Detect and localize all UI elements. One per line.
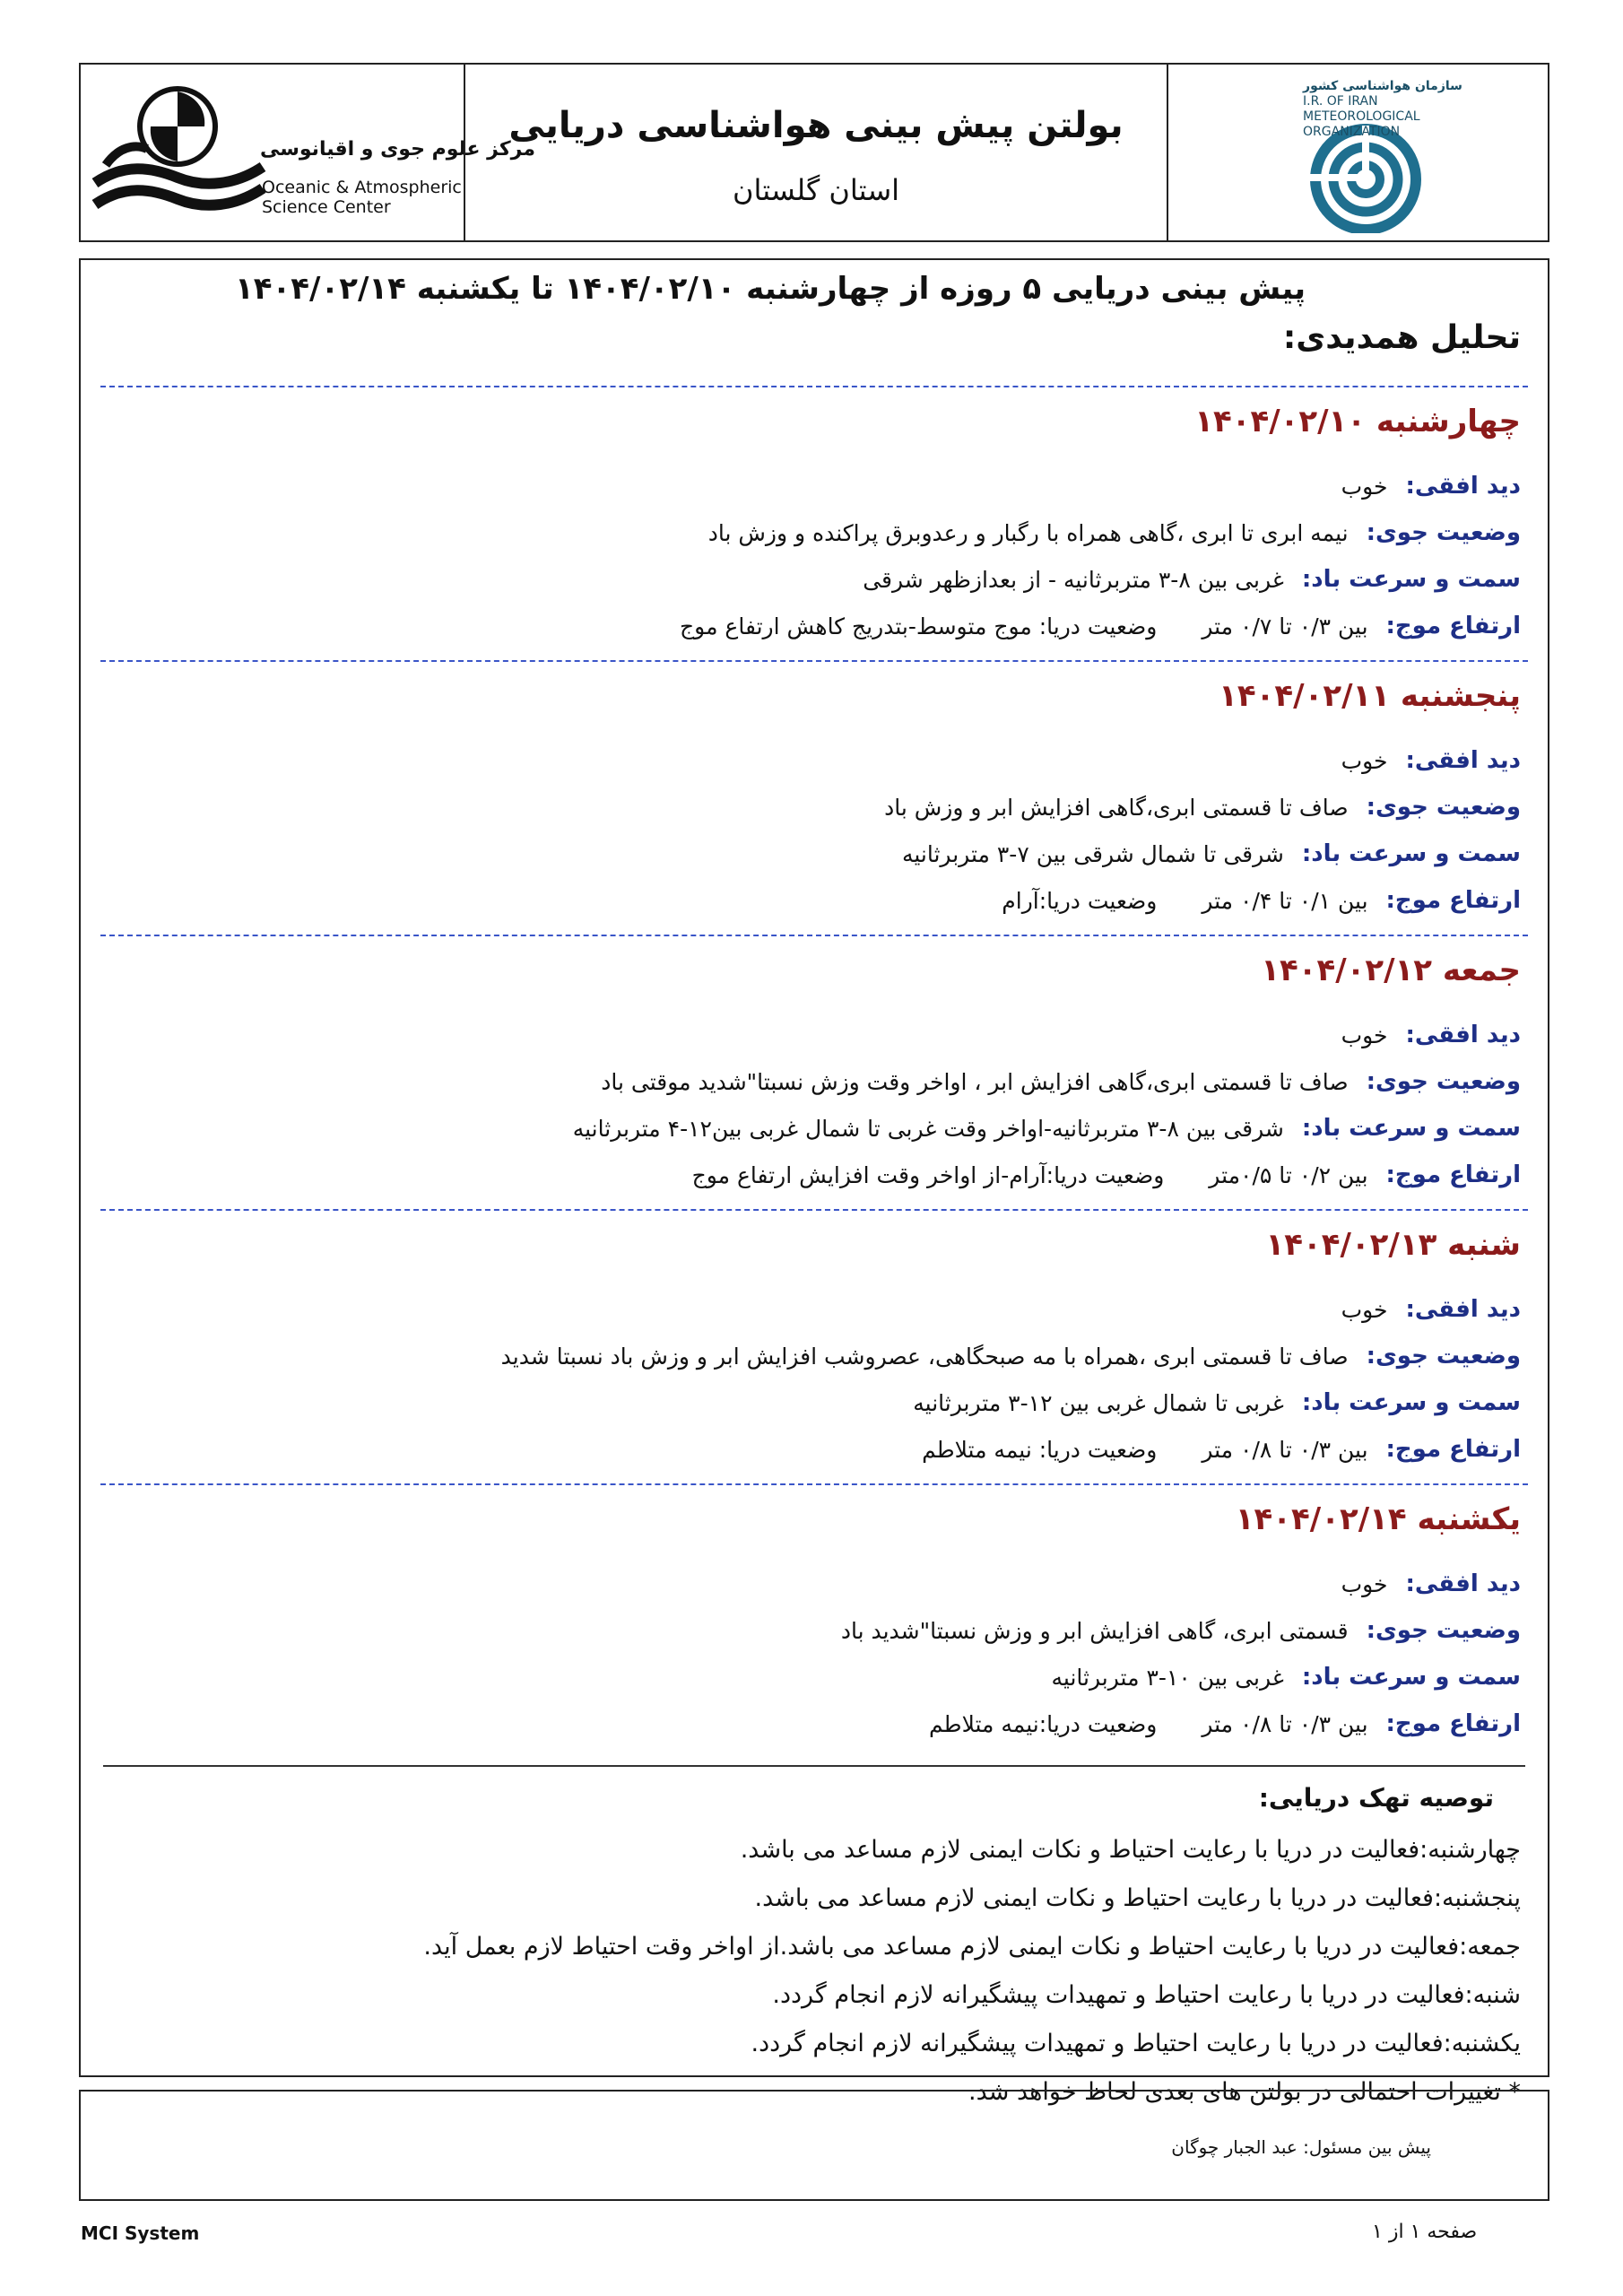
visibility-row: دید افقی: خوب: [1341, 1296, 1521, 1323]
synoptic-analysis-heading: تحلیل همدیدی:: [1282, 319, 1521, 356]
wave-row: ارتفاع موج: بین ۰/۲ تا ۰/۵متر وضعیت دریا:آرام-از اواخر وقت افزایش ارتفاع موج: [691, 1161, 1521, 1188]
oceanic-center-name-en: Oceanic & Atmospheric Science Center: [262, 178, 462, 217]
sea-state: وضعیت دریا: نیمه متلاطم: [922, 1436, 1158, 1463]
sea-state: وضعیت دریا:آرام-از اواخر وقت افزایش ارتفاع موج: [691, 1161, 1165, 1188]
sea-state: وضعیت دریا: موج متوسط-بتدریج کاهش ارتفاع موج: [680, 613, 1158, 639]
advice-item: پنجشنبه:فعالیت در دریا با رعایت احتیاط و نکات ایمنی لازم مساعد می باشد.: [754, 1884, 1521, 1912]
divider: [100, 935, 1528, 936]
page-number: صفحه ۱ از ۱: [1372, 2221, 1478, 2243]
advice-note: * تغییرات احتمالی در بولتن های بعدی لحاظ خواهد شد.: [968, 2078, 1521, 2106]
wind-row: سمت و سرعت باد: غربی بین ۸-۳ متربرثانیه - از بعدازظهر شرقی: [863, 566, 1521, 593]
bulletin-title: بولتن پیش بینی هواشناسی دریایی: [508, 105, 1124, 146]
sea-state: وضعیت دریا:آرام: [1002, 887, 1158, 914]
day-title: جمعه ۱۴۰۴/۰۲/۱۲: [1261, 952, 1521, 988]
forecast-body: [79, 258, 1549, 2106]
oceanic-center-name-fa: مرکز علوم جوی و اقیانوسی: [260, 138, 535, 161]
day-title: شنبه ۱۴۰۴/۰۲/۱۳: [1265, 1227, 1521, 1263]
visibility-row: دید افقی: خوب: [1341, 1022, 1521, 1048]
advice-item: جمعه:فعالیت در دریا با رعایت احتیاط و نکات ایمنی لازم مساعد می باشد.از اواخر وقت احتیاط لازم بعمل آید.: [423, 1933, 1521, 1961]
wave-row: ارتفاع موج: بین ۰/۱ تا ۰/۴ متر وضعیت دریا:آرام: [1002, 887, 1521, 914]
weather-row: وضعیت جوی: صاف تا قسمتی ابری،گاهی افزایش ابر ، اواخر وقت وزش نسبتا"شدید موقتی باد: [601, 1068, 1521, 1095]
wave-row: ارتفاع موج: بین ۰/۳ تا ۰/۸ متر وضعیت دریا:نیمه متلاطم: [929, 1710, 1521, 1737]
wind-row: سمت و سرعت باد: غربی بین ۱۰-۳ متربرثانیه: [1051, 1664, 1521, 1691]
wind-row: سمت و سرعت باد: شرقی تا شمال شرقی بین ۷-۳ متربرثانیه: [901, 840, 1521, 867]
wave-row: ارتفاع موج: بین ۰/۳ تا ۰/۸ متر وضعیت دریا: نیمه متلاطم: [922, 1436, 1521, 1463]
wind-row: سمت و سرعت باد: شرقی بین ۸-۳ متربرثانیه-اواخر وقت غربی تا شمال غربی بین۱۲-۴ متربرثانیه: [572, 1115, 1521, 1142]
advice-item: چهارشنبه:فعالیت در دریا با رعایت احتیاط و نکات ایمنی لازم مساعد می باشد.: [740, 1836, 1521, 1864]
advice-divider: [103, 1765, 1525, 1767]
day-title: پنجشنبه ۱۴۰۴/۰۲/۱۱: [1219, 678, 1521, 714]
visibility-row: دید افقی: خوب: [1341, 1570, 1521, 1597]
advice-item: یکشنبه:فعالیت در دریا با رعایت احتیاط و تمهیدات پیشگیرانه لازم انجام گردد.: [751, 2030, 1521, 2057]
weather-row: وضعیت جوی: قسمتی ابری، گاهی افزایش ابر و وزش نسبتا"شدید باد: [840, 1617, 1521, 1644]
wind-row: سمت و سرعت باد: غربی تا شمال غربی بین ۱۲-۳ متربرثانیه: [913, 1389, 1521, 1416]
divider: [100, 1483, 1528, 1485]
responsible-forecaster: پیش بین مسئول: عبد الجبار چوگان: [1171, 2136, 1431, 2158]
irimo-logo-block: [1167, 65, 1548, 240]
forecast-day: [108, 1492, 1521, 1747]
system-name: MCI System: [81, 2222, 200, 2244]
bulletin-header: [79, 63, 1549, 242]
advice-title: توصیه تهک دریایی:: [1258, 1783, 1494, 1813]
divider: [100, 660, 1528, 662]
footer-box: [79, 2090, 1549, 2201]
forecast-heading: پیش بینی دریایی ۵ روزه از چهارشنبه ۱۴۰۴/۰۲/۱۰ تا یکشنبه ۱۴۰۴/۰۲/۱۴: [235, 271, 1306, 307]
day-title: چهارشنبه ۱۴۰۴/۰۲/۱۰: [1194, 404, 1521, 439]
advice-item: شنبه:فعالیت در دریا با رعایت احتیاط و تمهیدات پیشگیرانه لازم انجام گردد.: [772, 1981, 1521, 2009]
weather-row: وضعیت جوی: صاف تا قسمتی ابری،گاهی افزایش ابر و وزش باد: [884, 794, 1521, 821]
advice-list: [423, 1826, 1521, 2117]
forecast-day: [108, 669, 1521, 924]
visibility-row: دید افقی: خوب: [1341, 747, 1521, 774]
irimo-name: سازمان هواشناسی کشور I.R. OF IRAN METEOROLOGICAL ORGANIZATION: [1303, 79, 1462, 139]
day-title: یکشنبه ۱۴۰۴/۰۲/۱۴: [1235, 1501, 1521, 1537]
province-name: استان گلستان: [732, 173, 900, 207]
divider: [100, 386, 1528, 387]
oceanic-center-logo-block: [81, 65, 535, 240]
oceanic-atmospheric-center-logo-icon: [88, 77, 267, 230]
visibility-row: دید افقی: خوب: [1341, 473, 1521, 500]
sea-state: وضعیت دریا:نیمه متلاطم: [929, 1710, 1158, 1737]
forecast-day: [108, 1218, 1521, 1473]
forecast-day: [108, 395, 1521, 649]
weather-row: وضعیت جوی: صاف تا قسمتی ابری ،همراه با مه صبحگاهی، عصروشب افزایش ابر و وزش باد نسبتا شدید: [500, 1343, 1521, 1370]
wave-row: ارتفاع موج: بین ۰/۳ تا ۰/۷ متر وضعیت دریا: موج متوسط-بتدریج کاهش ارتفاع موج: [680, 613, 1521, 639]
weather-row: وضعیت جوی: نیمه ابری تا ابری ،گاهی همراه با رگبار و رعدوبرق پراکنده و وزش باد: [707, 519, 1521, 546]
header-title-block: [464, 65, 1167, 240]
forecast-day: [108, 944, 1521, 1198]
divider: [100, 1209, 1528, 1211]
